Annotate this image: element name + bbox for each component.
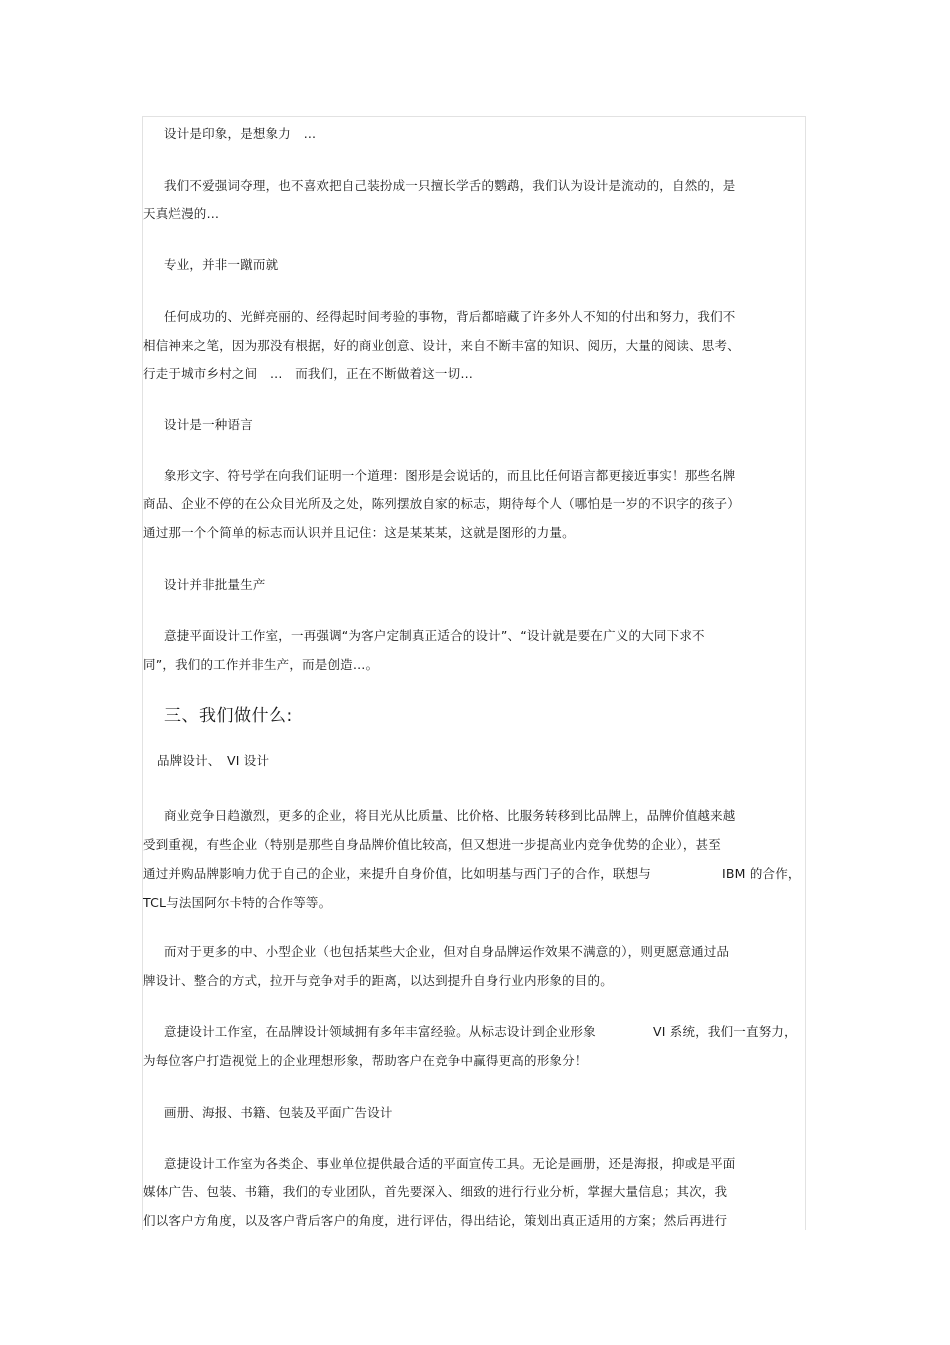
section-heading: 设计并非批量生产 <box>164 577 266 592</box>
text-line: 意捷设计工作室，在品牌设计领域拥有多年丰富经验。从标志设计到企业形象 <box>164 1024 596 1039</box>
text-line: 意捷设计工作室为各类企、事业单位提供最合适的平面宣传工具。无论是画册，还是海报，抑或是平面 <box>164 1156 736 1171</box>
chapter-heading: 三、我们做什么: <box>164 706 293 726</box>
text-line: 通过那一个个简单的标志而认识并且记住：这是某某某，这就是图形的力量。 <box>143 525 575 540</box>
text-line: 受到重视，有些企业（特别是那些自身品牌价值比较高，但又想进一步提高业内竞争优势的企业），甚至 <box>143 837 721 852</box>
text-line: 任何成功的、光鲜亮丽的、经得起时间考验的事物，背后都暗藏了许多外人不知的付出和努力，我们不 <box>164 309 736 324</box>
section-heading: 设计是一种语言 <box>164 417 253 432</box>
text-line: TCL与法国阿尔卡特的合作等等。 <box>143 895 332 910</box>
text-line: 天真烂漫的… <box>143 206 220 221</box>
text-line: 同”，我们的工作并非生产，而是创造…。 <box>143 657 379 672</box>
text-line: IBM 的合作， <box>722 866 801 881</box>
text-line: 们以客户方角度，以及客户背后客户的角度，进行评估，得出结论，策划出真正适用的方案；然后再进行 <box>143 1213 728 1228</box>
text-line: 商品、企业不停的在公众目光所及之处，陈列摆放自家的标志，期待每个人（哪怕是一岁的不识字的孩子） <box>143 496 740 511</box>
text-line: 象形文字、符号学在向我们证明一个道理：图形是会说话的，而且比任何语言都更接近事实！那些名牌 <box>164 468 736 483</box>
text-line: 意捷平面设计工作室，一再强调“为客户定制真正适合的设计”、“设计就是要在广义的大同下求不 <box>164 628 705 643</box>
section-heading: 品牌设计、 VI 设计 <box>157 753 270 768</box>
text-line: 商业竞争日趋激烈，更多的企业，将目光从比质量、比价格、比服务转移到比品牌上，品牌价值越来越 <box>164 808 736 823</box>
text-line: 牌设计、整合的方式，拉开与竞争对手的距离，以达到提升自身行业内形象的目的。 <box>143 973 613 988</box>
section-heading: 专业，并非一蹴而就 <box>164 257 279 272</box>
text-line: 为每位客户打造视觉上的企业理想形象，帮助客户在竞争中赢得更高的形象分！ <box>143 1053 588 1068</box>
text-line: 设计是印象，是想象力 ... <box>164 126 317 141</box>
section-heading: 画册、海报、书籍、包装及平面广告设计 <box>164 1105 393 1120</box>
text-line: 相信神来之笔，因为那没有根据，好的商业创意、设计，来自不断丰富的知识、阅历，大量的阅读、思考、 <box>143 338 740 353</box>
text-line: 媒体广告、包装、书籍，我们的专业团队，首先要深入、细致的进行行业分析，掌握大量信息；其次，我 <box>143 1184 728 1199</box>
text-line: 通过并购品牌影响力优于自己的企业，来提升自身价值，比如明基与西门子的合作，联想与 <box>143 866 652 881</box>
text-line: VI 系统，我们一直努力， <box>653 1024 797 1039</box>
text-line: 行走于城市乡村之间 ... 而我们，正在不断做着这一切… <box>143 366 474 381</box>
text-line: 我们不爱强词夺理，也不喜欢把自己装扮成一只擅长学舌的鹦鹉，我们认为设计是流动的，自然的，是 <box>164 178 736 193</box>
text-line: 而对于更多的中、小型企业（也包括某些大企业，但对自身品牌运作效果不满意的），则更愿意通过品 <box>164 944 730 959</box>
